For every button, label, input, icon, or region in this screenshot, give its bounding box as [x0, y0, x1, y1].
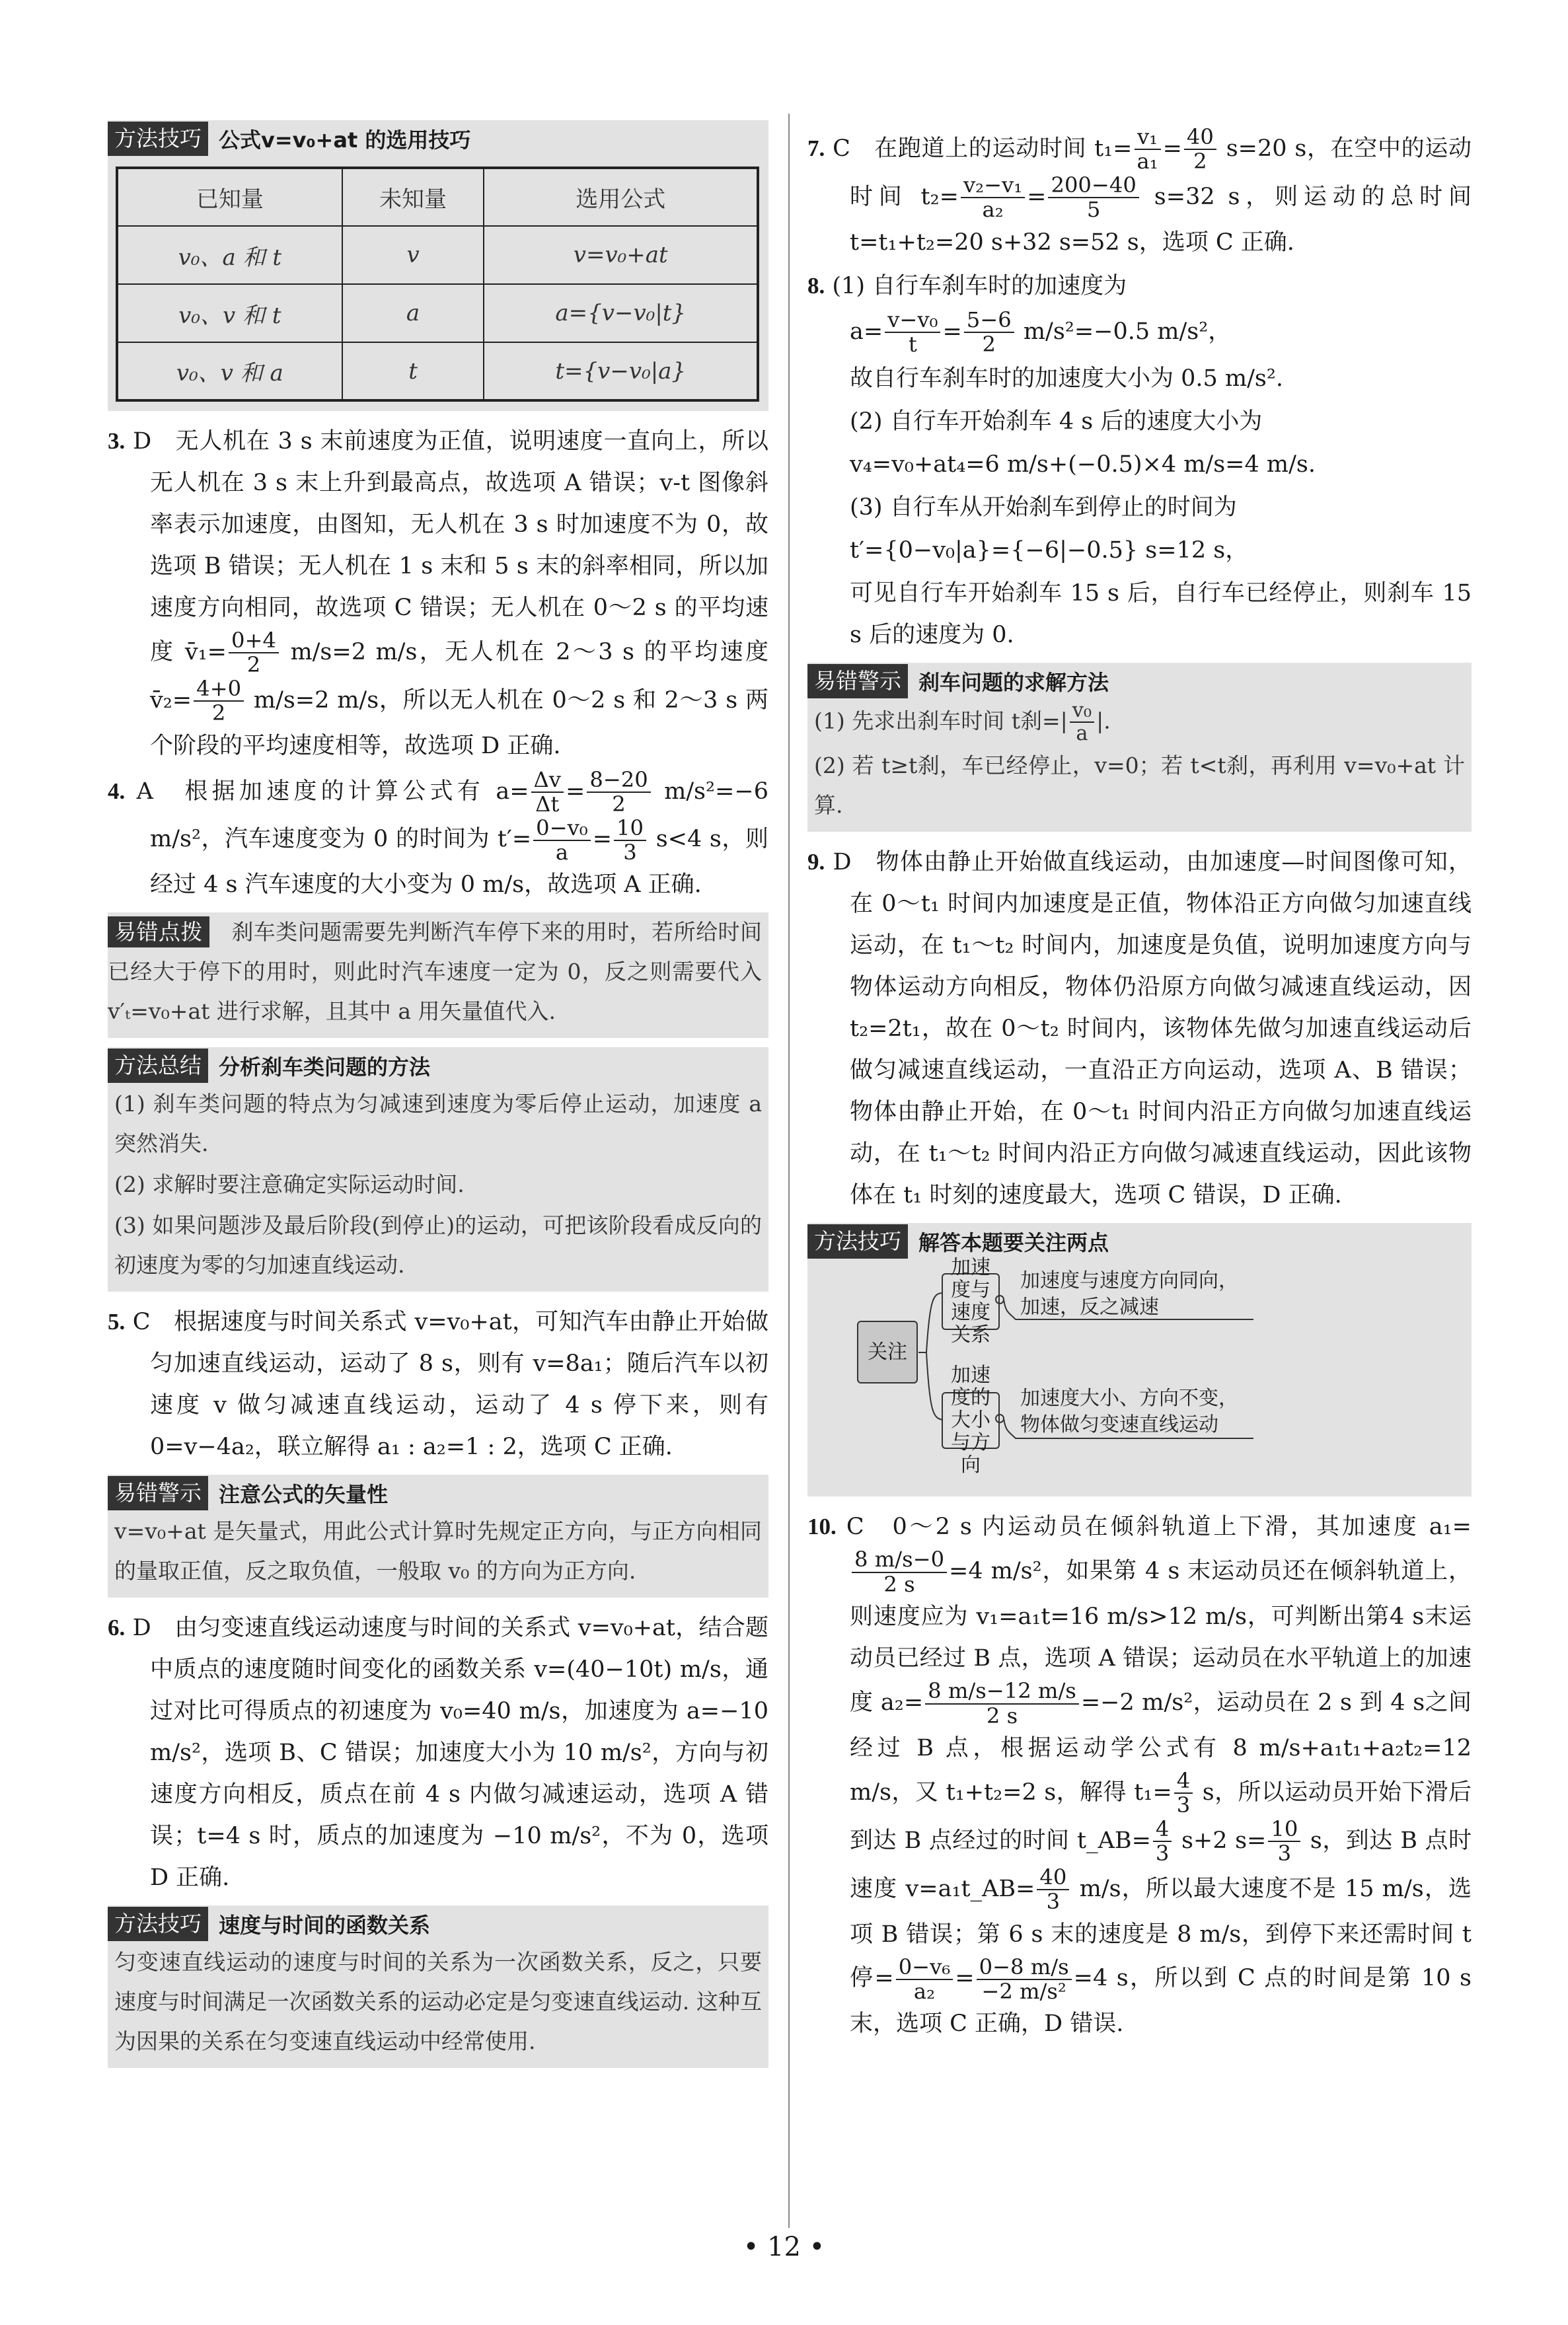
fraction: $\frac{10}{3}$ [1268, 1818, 1300, 1866]
fraction: $\frac{\text{v−v₀}}{t}$ [885, 309, 940, 357]
tip-box-braking [807, 663, 1472, 832]
answer-item-4 [108, 768, 768, 906]
answer-item-9 [807, 841, 1472, 1216]
answer-item-8 [807, 265, 1472, 307]
box-tag: 易错警示 [108, 1476, 208, 1510]
item-number: 6. [108, 1615, 126, 1641]
item-line: (1) 自行车刹车时的加速度为 [832, 272, 1127, 299]
box-title: 解答本题要关注两点 [918, 1230, 1109, 1256]
box-line: (3) 如果问题涉及最后阶段(到停止)的运动，可把该阶段看成反向的初速度为零的匀加速直线运动. [114, 1212, 762, 1278]
table-cell: v₀、a 和 t [117, 226, 342, 284]
fraction: $\frac{10}{3}$ [614, 817, 646, 865]
item-text: C 根据速度与时间关系式 v=v₀+at，可知汽车由静止开始做匀加速直线运动，运动了 8 s，则有 v=8a₁；随后汽车以初速度 v 做匀减速直线运动，运动了 4 s 停下来，则有 0=v−4a₂，联立解得 a₁ : a₂=1 : 2，选项 C 正确. [132, 1309, 768, 1461]
tip-box-mistake [108, 912, 768, 1038]
fraction: $\frac{4}{3}$ [1174, 1769, 1193, 1818]
fraction: $\frac{8 m/s-12 m/s}{2 s}$ [925, 1679, 1079, 1728]
mind-map-leaf: 物体做匀变速直线运动 [1020, 1413, 1218, 1437]
box-tag: 易错点拨 [108, 916, 209, 947]
fraction: $\frac{40}{3}$ [1037, 1866, 1069, 1914]
box-tag: 方法技巧 [108, 122, 208, 156]
item-text: A 根据加速度的计算公式有 a= $\frac{\Delta v}{\Delta t}$ = $\frac{8-20}{2}$ m/s²=−6 m/s²，汽车速度变为 0 的时间为 t′= $\frac{\text{0−v₀}}{a}$ = $\frac{10}{3}$ s<4 s，则经过 4 s 汽车速度的大小变为 0 m/s，故选项 A 正确. [136, 766, 768, 899]
tip-box-vector [108, 1475, 768, 1598]
fraction: $\frac{\text{v₀}}{a}$ [1070, 700, 1094, 745]
answer-item-6 [108, 1607, 768, 1899]
fraction: $\frac{0+4}{2}$ [229, 629, 279, 677]
fraction: $\frac{4+0}{2}$ [194, 677, 244, 725]
tip-box-mindmap [807, 1223, 1472, 1496]
fraction: $\frac{4}{3}$ [1153, 1818, 1172, 1866]
box-title: 公式v=v₀+at 的选用技巧 [219, 128, 471, 153]
fraction: $\frac{\text{0−v₆}}{\text{a₂}}$ [896, 1956, 953, 2004]
answer-item-10 [807, 1506, 1472, 2045]
table-cell-formula: a={v−v₀|t} [484, 284, 758, 342]
mind-map-branch: 加速度与速度关系 [942, 1273, 1000, 1330]
table-cell: t [342, 342, 484, 400]
table-cell: v [342, 226, 484, 284]
fraction: $\frac{\text{v₁}}{\text{a₁}}$ [1135, 126, 1161, 174]
fraction: $\frac{200-40}{5}$ [1048, 174, 1139, 222]
item-text: D 由匀变速直线运动速度与时间的关系式 v=v₀+at，结合题中质点的速度随时间变化的函数关系 v=(40−10t) m/s，通过对比可得质点的初速度为 v₀=40 m/s，加速度为 a=−10 m/s²，选项 B、C 错误；加速度大小为 10 m/s²，方向与初速度方向相反，质点在前 4 s 内做匀减速运动，选项 A 错误；t=4 s 时，质点的加速度为 −10 m/s²，不为 0，选项 D 正确. [132, 1615, 768, 1892]
item-number: 8. [807, 272, 825, 299]
box-tag: 方法技巧 [108, 1907, 208, 1941]
column-divider [788, 114, 790, 2228]
mind-map-branch: 加速度的大小与方向 [942, 1392, 1000, 1449]
right-column [807, 126, 1472, 2046]
box-title: 分析刹车类问题的方法 [219, 1054, 431, 1080]
box-tag: 易错警示 [807, 664, 908, 698]
table-header-row [117, 168, 758, 226]
mind-map-leaf: 加速度与速度方向同向， [1020, 1269, 1238, 1293]
fraction: $\frac{40}{2}$ [1184, 126, 1216, 174]
table-header: 已知量 [117, 168, 342, 226]
item-line: 可见自行车开始刹车 15 s 后，自行车已经停止，则刹车 15 s 后的速度为 0. [850, 579, 1472, 648]
table-row [117, 342, 758, 400]
tip-box-summary [108, 1047, 768, 1292]
item-text: D 物体由静止开始做直线运动，由加速度—时间图像可知，在 0～t₁ 时间内加速度是正值，物体沿正方向做匀加速直线运动，在 t₁～t₂ 时间内，加速度是负值，说明加速度方向与物体运动方向相反，物体仍沿原方向做匀减速直线运动，因 t₂=2t₁，故在 0～t₂ 时间内，该物体先做匀加速直线运动后做匀减速直线运动，一直沿正方向运动，选项 A、B 错误；物体由静止开始，在 0～t₁ 时间内沿正方向做匀加速直线运动，在 t₁～t₂ 时间内沿正方向做匀减速直线运动，因此该物体在 t₁ 时刻的速度最大，选项 C 错误，D 正确. [833, 849, 1472, 1209]
item-text: D 无人机在 3 s 末前速度为正值，说明速度一直向上，所以无人机在 3 s 末上升到最高点，故选项 A 错误；v-t 图像斜率表示加速度，由图知，无人机在 3 s 时加速度不为 0，故选项 B 错误；无人机在 1 s 末和 5 s 末的斜率相同，所以加速度方向相同，故选项 C 错误；无人机在 0～2 s 的平均速度 v̄₁= $\frac{0+4}{2}$ m/s=2 m/s，无人机在 2～3 s 的平均速度 v̄₂= $\frac{4+0}{2}$ m/s=2 m/s，所以无人机在 0～2 s 和 2～3 s 两个阶段的平均速度相等，故选项 D 正确. [133, 428, 768, 759]
mind-map [807, 1256, 1472, 1491]
item-number: 5. [108, 1309, 126, 1335]
left-column [108, 114, 768, 2077]
mind-map-leaf: 加速，反之减速 [1020, 1296, 1159, 1319]
box-tag: 方法技巧 [807, 1224, 908, 1259]
fraction: $\frac{\Delta v}{\Delta t}$ [531, 768, 564, 817]
fraction: $\frac{8 m/s-0}{2 s}$ [852, 1548, 947, 1596]
table-header: 未知量 [342, 168, 484, 226]
item-line: 故自行车刹车时的加速度大小为 0.5 m/s². [850, 365, 1284, 392]
tip-box-formula-selection [108, 120, 768, 411]
fraction: $\frac{5-6}{2}$ [964, 309, 1014, 357]
table-row [117, 284, 758, 342]
box-title: 速度与时间的函数关系 [219, 1913, 431, 1938]
item-line-stop-time: t′={0−v₀|a}={−6|−0.5} s=12 s， [850, 536, 1249, 564]
item-line: v₄=v₀+at₄=6 m/s+(−0.5)×4 m/s=4 m/s. [850, 451, 1316, 478]
mind-map-leaf: 加速度大小、方向不变， [1020, 1387, 1238, 1411]
box-line: (1) 先求出刹车时间 t刹=| $\frac{\text{v₀}}{a}$ |. [814, 698, 1111, 745]
item-text: C 在跑道上的运动时间 t₁= $\frac{\text{v₁}}{\text{a₁}}$ = $\frac{40}{2}$ s=20 s，在空中的运动时间 t₂= $\frac{\text{v₂−v₁}}{\text{a₂}}$ = $\frac{200-40}{5}$ s=32 s，则运动的总时间 t=t₁+t₂=20 s+32 s=52 s，选项 C 正确. [833, 124, 1472, 256]
box-tag: 方法总结 [108, 1049, 208, 1083]
mind-map-root: 关注 [857, 1321, 918, 1384]
tip-box-function [108, 1905, 768, 2068]
box-line: (2) 若 t≥t刹，车已经停止，v=0；若 t<t刹，再利用 v=v₀+at 计算. [814, 753, 1465, 819]
table-cell-formula: t={v−v₀|a} [484, 342, 758, 400]
box-title: 注意公式的矢量性 [219, 1482, 389, 1508]
item-text: C 0～2 s 内运动员在倾斜轨道上下滑，其加速度 a₁= $\frac{8 m/s-0}{2 s}$ =4 m/s²，如果第 4 s 末运动员还在倾斜轨道上，则速度应为 v₁=a₁t=16 m/s>12 m/s，可判断出第4 s末运动员已经过 B 点，选项 A 错误；运动员在水平轨道上的加速度 a₂= $\frac{8 m/s-12 m/s}{2 s}$ =−2 m/s²，运动员在 2 s 到 4 s之间经过 B 点，根据运动学公式有 8 m/s+a₁t₁+a₂t₂=12 m/s，又 t₁+t₂=2 s，解得 t₁= $\frac{4}{3}$ s，所以运动员开始下滑后到达 B 点经过的时间 t_AB= $\frac{4}{3}$ s+2 s= $\frac{10}{3}$ s，到达 B 点时速度 v=a₁t_AB= $\frac{40}{3}$ m/s，所以最大速度不是 15 m/s，选项 B 错误；第 6 s 末的速度是 8 m/s，到停下来还需时间 t停= $\frac{\text{0−v₆}}{\text{a₂}}$ = $\frac{0-8 m/s}{\text{−2 m/s²}}$ =4 s，所以到 C 点的时间是第 10 s 末，选项 C 正确，D 错误. [846, 1514, 1472, 2038]
formula-table [116, 166, 759, 402]
box-line: (2) 求解时要注意确定实际运动时间. [114, 1171, 465, 1198]
page-number: • 12 • [743, 2232, 825, 2262]
answer-item-7 [807, 126, 1472, 264]
box-line: (1) 刹车类问题的特点为匀减速到速度为零后停止运动，加速度 a 突然消失. [114, 1091, 762, 1157]
answer-item-5 [108, 1301, 768, 1468]
item-line: (3) 自行车从开始刹车到停止的时间为 [850, 494, 1237, 521]
fraction: $\frac{8-20}{2}$ [587, 768, 650, 817]
fraction: $\frac{\text{v₂−v₁}}{\text{a₂}}$ [961, 174, 1025, 222]
box-text: 匀变速直线运动的速度与时间的关系为一次函数关系，反之，只要速度与时间满足一次函数关系的运动必定是匀变速直线运动. 这种互为因果的关系在匀变速直线运动中经常使用. [114, 1949, 762, 2055]
table-cell: v₀、v 和 a [117, 342, 342, 400]
box-title: 刹车问题的求解方法 [918, 669, 1109, 695]
table-header: 选用公式 [484, 168, 758, 226]
answer-item-3 [108, 420, 768, 767]
item-number: 4. [108, 778, 126, 804]
table-cell: a [342, 284, 484, 342]
item-line: (2) 自行车开始刹车 4 s 后的速度大小为 [850, 408, 1263, 435]
table-row [117, 226, 758, 284]
table-cell: v₀、v 和 t [117, 284, 342, 342]
box-text: v=v₀+at 是矢量式，用此公式计算时先规定正方向，与正方向相同的量取正值，反之取负值，一般取 v₀ 的方向为正方向. [114, 1518, 762, 1584]
item-number: 7. [807, 135, 825, 161]
fraction: $\frac{0-8 m/s}{\text{−2 m/s²}}$ [977, 1956, 1072, 2004]
item-number: 10. [807, 1514, 837, 1540]
box-text: 刹车类问题需要先判断汽车停下来的用时，若所给时间已经大于停下的用时，则此时汽车速度一定为 0，反之则需要代入 v′ₜ=v₀+at 进行求解，且其中 a 用矢量值代入. [108, 919, 763, 1025]
fraction: $\frac{\text{0−v₀}}{a}$ [533, 817, 591, 865]
item-line: a= $\frac{\text{v−v₀}}{t}$ = $\frac{5-6}{2}$ m/s²=−0.5 m/s²， [850, 307, 1232, 357]
item-number: 3. [108, 428, 126, 454]
item-number: 9. [807, 849, 825, 875]
table-cell: v=v₀+at [484, 226, 758, 284]
